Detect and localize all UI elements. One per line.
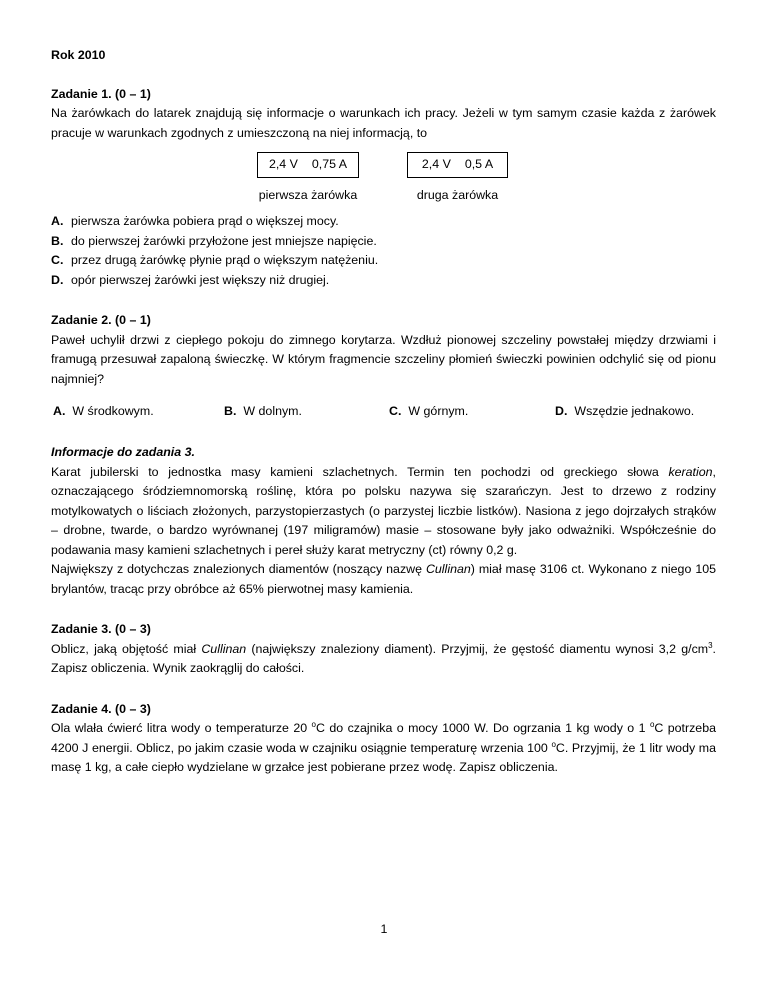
task1-answer-c[interactable] xyxy=(51,251,716,271)
answer-letter: C. xyxy=(51,253,64,267)
year-heading: Rok 2010 xyxy=(51,48,106,62)
task4-title: Zadanie 4. (0 – 3) xyxy=(51,701,151,716)
task1-text: Na żarówkach do latarek znajdują się informacje o warunkach ich pracy. Jeżeli w tym samym czasie każda z żarówek pracuje w warunkach zgodnych z umieszczoną na niej informacją, to xyxy=(51,106,716,140)
exam-page xyxy=(51,46,716,778)
bulb-labels xyxy=(51,152,716,210)
bulb2-label-box xyxy=(407,152,508,178)
answer-text: przez drugą żarówkę płynie prąd o większym natężeniu. xyxy=(71,253,379,267)
task2-title: Zadanie 2. (0 – 1) xyxy=(51,313,151,327)
bulb2-voltage: 2,4 V xyxy=(421,157,451,172)
answer-letter: C. xyxy=(389,404,402,418)
answer-text: Wszędzie jednakowo. xyxy=(574,404,695,418)
answer-letter: A. xyxy=(53,404,66,418)
task2-text: Paweł uchylił drzwi z ciepłego pokoju do zimnego korytarza. Wzdłuż pionowej szczeliny powstałej między drzwiami i framugą przesuwał zapaloną świeczkę. W którym fragmencie szczeliny płomień świeczki powinien odchylić się od pionu najmniej? xyxy=(51,332,716,386)
answer-letter: D. xyxy=(555,404,568,418)
answer-text: W środkowym. xyxy=(72,404,154,418)
task1-answer-d[interactable] xyxy=(51,271,716,291)
task3-text: Oblicz, jaką objętość miał Cullinan (największy znaleziony diament). Przyjmij, że gęstość diamentu wynosi 3,2 $g/cm^3$. Zapisz obliczenia. Wynik zaokrąglij do całości. xyxy=(51,640,716,675)
page-number: 1 xyxy=(380,922,388,936)
answer-letter: B. xyxy=(51,233,64,248)
task2-answer-d[interactable] xyxy=(555,402,694,422)
task4-text: Ola wlała ćwierć litra wody o temperaturze 20 $^o$C do czajnika o mocy 1000 W. Do ogrzania 1 kg wody o 1 $^o$C potrzeba 4200 J energii. Oblicz, po jakim czasie woda w czajniku osiągnie temperaturę wrzenia 100 $^o$C. Przyjmij, że 1 litr wody ma masę 1 kg, a całe ciepło wydzielane w grzałce jest pobierane przez wodę. Zapisz obliczenia. xyxy=(51,720,716,774)
task2-answer-b[interactable] xyxy=(224,402,302,422)
answer-text: opór pierwszej żarówki jest większy niż drugiej. xyxy=(71,272,330,287)
answer-text: pierwsza żarówka pobiera prąd o większej mocy. xyxy=(71,214,339,228)
answer-letter: A. xyxy=(51,214,64,228)
answer-letter: D. xyxy=(51,272,64,287)
info3-title: Informacje do zadania 3. xyxy=(51,445,195,459)
bulb2-caption: druga żarówka xyxy=(416,188,499,202)
bulb1-current: 0,75 A xyxy=(311,157,348,172)
task3-title: Zadanie 3. (0 – 3) xyxy=(51,622,151,636)
bulb2-current: 0,5 A xyxy=(464,157,494,172)
info3-paragraph2: Największy z dotychczas znalezionych diamentów (noszący nazwę Cullinan) miał masę 3106 ct. Wykonano z niego 105 brylantów, tracąc przy obróbce aż 65% pierwotnej masy kamienia. xyxy=(51,562,716,596)
task1-title: Zadanie 1. (0 – 1) xyxy=(51,86,151,101)
task1-answer-a[interactable] xyxy=(51,212,716,232)
answer-text: do pierwszej żarówki przyłożone jest mniejsze napięcie. xyxy=(71,233,377,248)
info3-paragraph1: Karat jubilerski to jednostka masy kamieni szlachetnych. Termin ten pochodzi od greckiego słowa keration, oznaczającego śródziemnomorską roślinę, która po polsku nazywa się szarańczyn. Jest to drzewo z rodziny motylkowatych o liściach złożonych, parzystopierzastych (o parzystej liczbie listków). Nasiona z jego dojrzałych strąków – drobne, twarde, o bardzo wyrównanej (197 miligramów) masie – stosowane były jako odważniki. Współcześnie do podawania masy kamieni szlachetnych i pereł służy karat metryczny (ct) równy 0,2 g. xyxy=(51,464,716,557)
answer-text: W dolnym. xyxy=(243,404,302,418)
bulb1-voltage: 2,4 V xyxy=(268,157,298,172)
task2-answer-a[interactable] xyxy=(53,402,154,422)
task1-answers xyxy=(51,212,716,290)
task1-answer-b[interactable] xyxy=(51,232,716,252)
answer-text: W górnym. xyxy=(408,404,469,418)
bulb1-label-box xyxy=(257,152,359,178)
bulb1-caption: pierwsza żarówka xyxy=(258,188,358,202)
task2-answers xyxy=(51,402,716,422)
answer-letter: B. xyxy=(224,404,237,418)
task2-answer-c[interactable] xyxy=(389,402,468,422)
